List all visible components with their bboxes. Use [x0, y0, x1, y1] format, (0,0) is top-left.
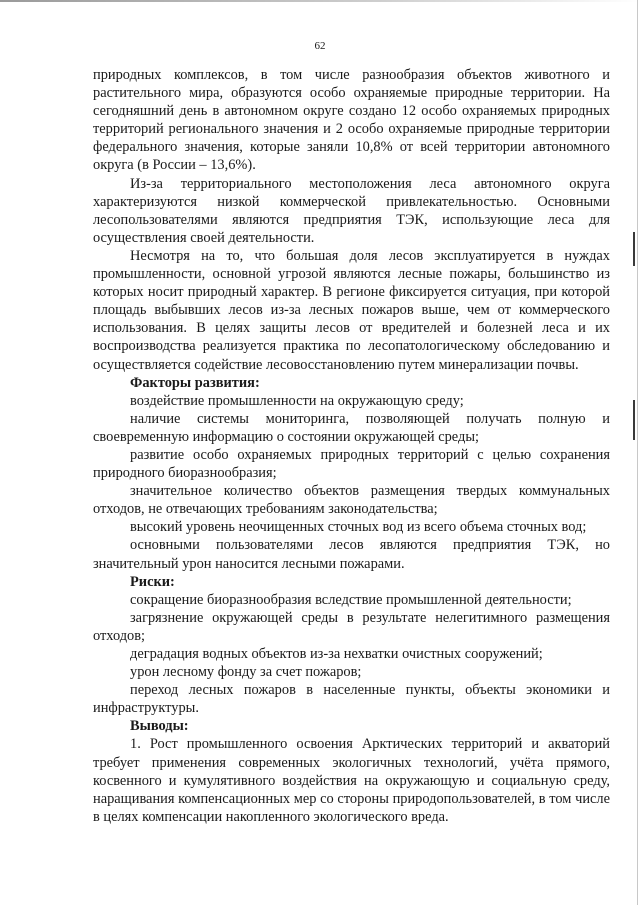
page-right-edge [637, 0, 638, 905]
section-heading-factors: Факторы развития: [130, 374, 260, 391]
list-item: 1. Рост промышленного освоения Арктических территорий и акваторий требует применения современных экологичных технологий, учёта прямого, косвенного и кумулятивного воздействия на окружающую и социальную среду, наращивания компенсационных мер со стороны природопользователей, в том числе в целях компенсации накопленного экологического вреда. [93, 736, 610, 825]
section-heading-risks: Риски: [130, 573, 175, 590]
paragraph: Из-за территориального местоположения леса автономного округа характеризуются низкой коммерческой привлекательностью. Основными лесопользователями являются предприятия ТЭК, использующие леса для осуществления своей деятельности. [93, 175, 610, 246]
list-item: развитие особо охраняемых природных территорий с целью сохранения природного биоразнообразия; [93, 446, 610, 482]
list-item: наличие системы мониторинга, позволяющей получать полную и своевременную информацию о состоянии окружающей среды; [93, 410, 610, 445]
scan-margin-mark [633, 400, 635, 440]
list-item: деградация водных объектов из-за нехватки очистных сооружений; [130, 646, 543, 662]
list-item: урон лесному фонду за счет пожаров; [130, 664, 362, 681]
paragraph: Несмотря на то, что большая доля лесов эксплуатируется в нуждах промышленности, основной угрозой являются лесные пожары, большинство из которых носит природный характер. В регионе фиксируется ситуация, при которой площадь выбывших лесов из-за лесных пожаров выше, чем от коммерческого использования. В целях защиты лесов от вредителей и болезней леса и их воспроизводства реализуется практика по лесопатологическому обследованию и осуществляется содействие лесовосстановлению путем минерализации почвы. [93, 247, 610, 373]
list-item: загрязнение окружающей среды в результате нелегитимного размещения отходов; [93, 609, 610, 644]
section-heading-conclusions: Выводы: [130, 718, 189, 735]
list-item: основными пользователями лесов являются предприятия ТЭК, но значительный урон наносится лесными пожарами. [93, 537, 610, 572]
scan-margin-mark [633, 232, 635, 266]
list-item: высокий уровень неочищенных сточных вод из всего объема сточных вод; [130, 519, 587, 536]
page-number: 62 [314, 40, 326, 52]
list-item: значительное количество объектов размещения твердых коммунальных отходов, не отвечающих требованиям законодательства; [93, 483, 610, 518]
list-item: воздействие промышленности на окружающую среду; [130, 392, 464, 409]
list-item: переход лесных пожаров в населенные пункты, объекты экономики и инфраструктуры. [93, 682, 610, 717]
page-top-edge [0, 0, 640, 2]
document-body [93, 66, 610, 826]
paragraph: природных комплексов, в том числе разнообразия объектов животного и растительного мира, образуются особо охраняемые природные территории. На сегодняшний день в автономном округе создано 12 особо охраняемых природных территорий регионального значения и 2 особо охраняемые природные территории федерального значения, которые заняли 10,8% от всей территории автономного округа (в России – 13,6%). [93, 67, 610, 174]
list-item: сокращение биоразнообразия вследствие промышленной деятельности; [130, 591, 572, 608]
